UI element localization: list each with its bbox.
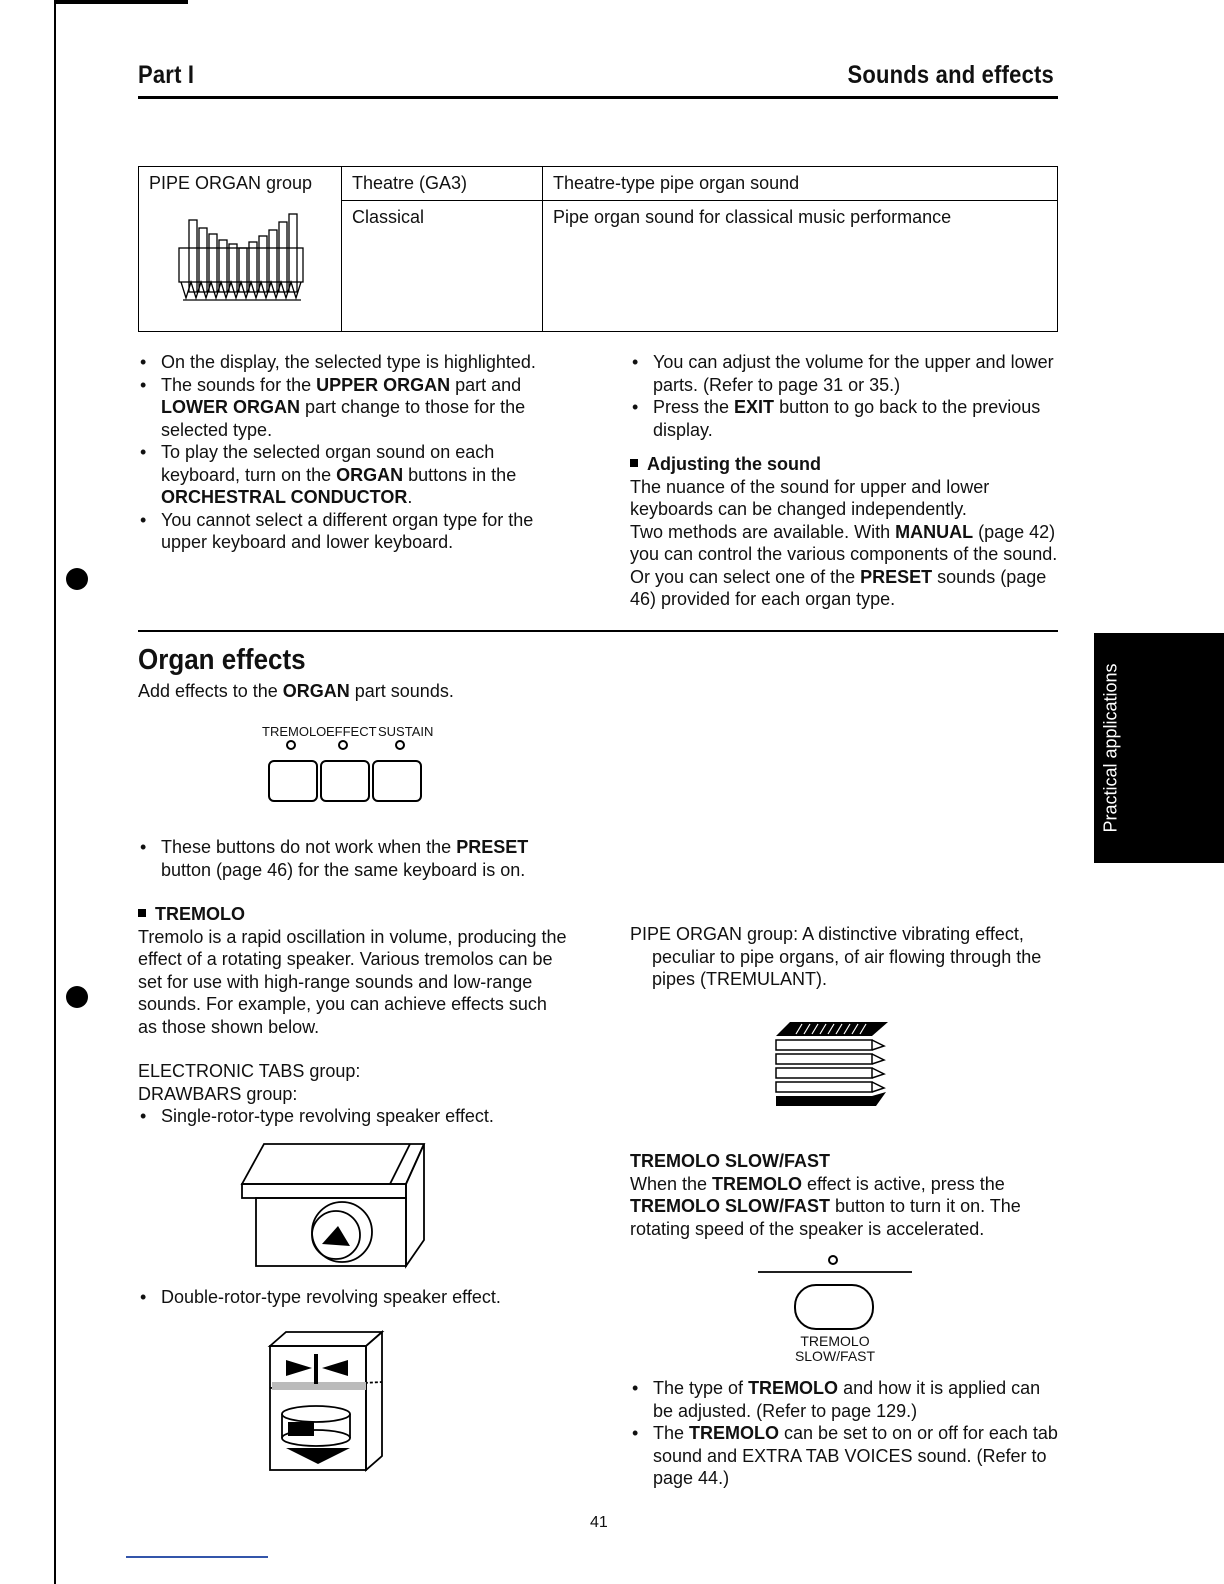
single-rotor-speaker-icon [240,1140,430,1272]
tremolo-section [138,903,568,1128]
group-name: PIPE ORGAN group [149,173,313,193]
slowfast-section [630,1150,1060,1240]
effect-label: EFFECT [326,724,377,739]
list-item: • The TREMOLO can be set to on or off for each tab sound and EXTRA TAB VOICES sound. (Refer to page 44.) [630,1422,1060,1490]
frame-top-line [54,0,188,4]
list-item: • These buttons do not work when the PRESET button (page 46) for the same keyboard is on. [138,836,568,881]
group-cell [139,167,342,332]
pipe-organ-icon [171,208,311,304]
adjusting-heading: Adjusting the sound [630,453,1058,476]
header-rule [138,96,1058,99]
sustain-label: SUSTAIN [378,724,434,739]
slowfast-notes [630,1377,1060,1490]
slowfast-heading: TREMOLO SLOW/FAST [630,1151,830,1171]
effect-buttons-panel [254,722,444,808]
page-number: 41 [590,1514,608,1531]
desc-cell: Pipe organ sound for classical music performance [543,201,1058,332]
type-cell: Theatre (GA3) [342,167,543,201]
pipe-organ-table [138,166,1058,332]
type-cell: Classical [342,201,543,332]
table-row [139,167,1058,201]
section-label: Sounds and effects [847,60,1054,89]
list-item: • Single-rotor-type revolving speaker effect. [138,1105,568,1128]
binder-hole [66,568,88,590]
tremolo-paragraph: Tremolo is a rapid oscillation in volume, producing the effect of a rotating speaker. Various tremolos can be set for use with high-range sounds and low-range sounds. For example, you can achieve effects such as those shown below. [138,926,567,1037]
preset-note [138,836,568,881]
drawbars-group: DRAWBARS group: [138,1083,298,1104]
tremolo-label: TREMOLO [262,724,327,739]
sustain-button[interactable] [372,760,422,802]
slowfast-button-label: TREMOLO SLOW/FAST [794,1333,876,1364]
tremolo-slowfast-button[interactable] [794,1284,874,1330]
section-title: Organ effects [138,642,306,676]
double-rotor-note [138,1286,568,1309]
list-item: • Press the EXIT button to go back to the previous display. [630,396,1058,441]
section-rule [138,630,1058,632]
adjusting-p2: Two methods are available. With MANUAL (page 42) you can control the various components of the sound. Or you can select one of the PRESET sounds (page 46) provided for each organ type. [630,521,1058,609]
binder-hole [66,986,88,1008]
electronic-tabs-group: ELECTRONIC TABS group: [138,1061,361,1081]
double-rotor-speaker-icon [266,1330,386,1476]
part-label: Part I [138,60,195,89]
list-item: • To play the selected organ sound on each keyboard, turn on the ORGAN buttons in the ORCHESTRAL CONDUCTOR. [138,441,566,509]
tremulant-icon [772,1016,890,1110]
list-item: • On the display, the selected type is highlighted. [138,351,566,374]
slowfast-button-panel [758,1250,912,1370]
organ-effects-intro: Add effects to the ORGAN part sounds. [138,681,454,701]
adjusting-p1: The nuance of the sound for upper and lower keyboards can be changed independently. [630,476,990,519]
pipe-organ-tremolo-text: PIPE ORGAN group: A distinctive vibrating effect, peculiar to pipe organs, of air flowing through the pipes (TREMULANT). [630,924,1042,989]
pipe-organ-tremolo [630,923,1060,991]
tremolo-button[interactable] [268,760,318,802]
right-notes [630,351,1058,611]
frame-bottom-line [126,1556,268,1558]
slowfast-paragraph: When the TREMOLO effect is active, press the TREMOLO SLOW/FAST button to turn it on. The rotating speed of the speaker is accelerated. [630,1173,1021,1239]
list-item: • The sounds for the UPPER ORGAN part and LOWER ORGAN part change to those for the selected type. [138,374,566,442]
tremolo-heading: TREMOLO [138,903,568,926]
list-item: • You cannot select a different organ type for the upper keyboard and lower keyboard. [138,509,566,554]
frame-left-line [54,0,56,1584]
side-tab-label: Practical applications [1100,663,1121,833]
list-item: • The type of TREMOLO and how it is applied can be adjusted. (Refer to page 129.) [630,1377,1060,1422]
effect-button[interactable] [320,760,370,802]
desc-cell: Theatre-type pipe organ sound [543,167,1058,201]
left-notes [138,351,566,554]
list-item: • Double-rotor-type revolving speaker effect. [138,1286,568,1309]
list-item: • You can adjust the volume for the upper and lower parts. (Refer to page 31 or 35.) [630,351,1058,396]
